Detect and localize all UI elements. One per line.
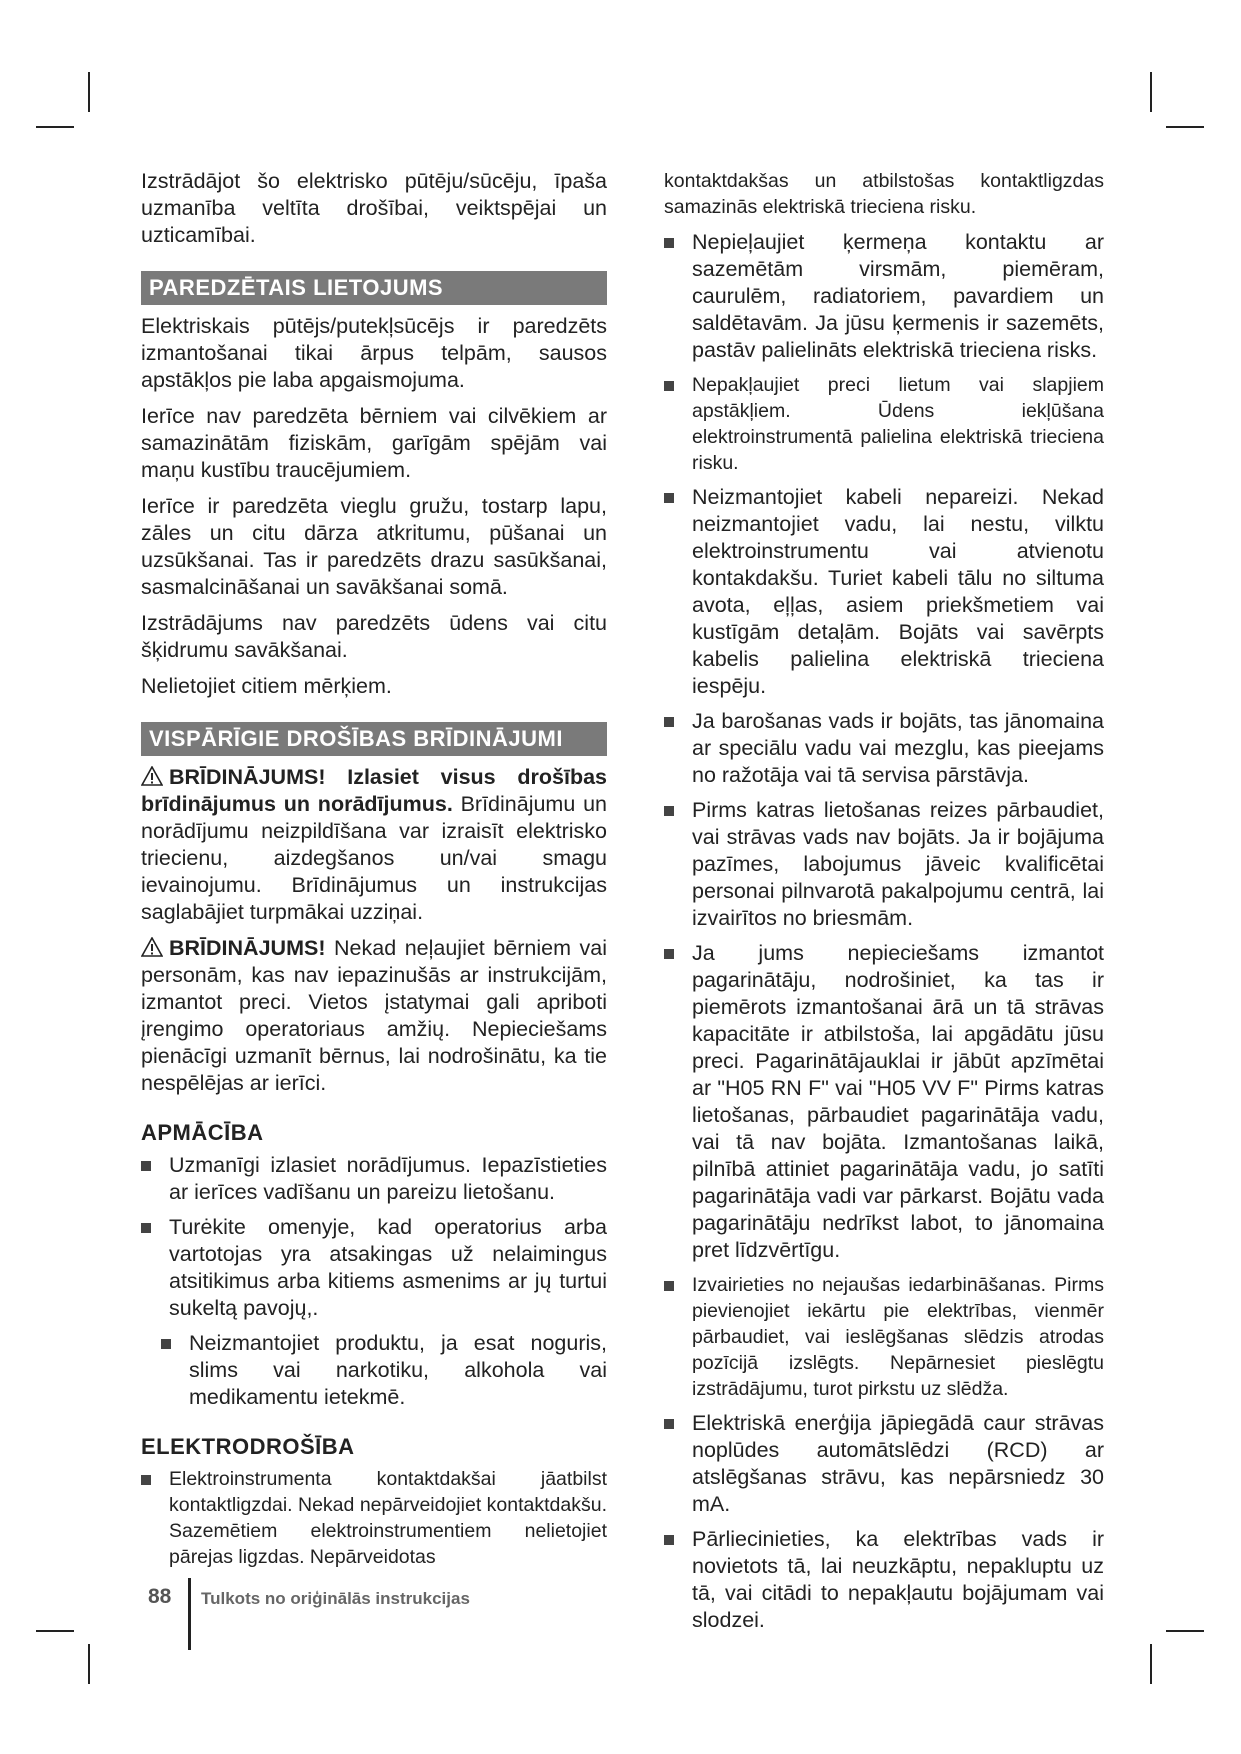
- warning-triangle-icon: [141, 766, 163, 786]
- bullet-square-icon: [664, 717, 674, 727]
- list-item: Turėkite omenyje, kad operatorius arba vartotojas yra atsakingas už nelaimingus atsitikimus arba kitiems asmenims ar jų turtui sukeltą pavojų,.: [141, 1214, 607, 1322]
- list-item: Elektroinstrumenta kontaktdakšai jāatbilst kontaktligzdai. Nekad nepārveidojiet kontaktdakšu. Sazemētiem elektroinstrumentiem nelietojiet pārejas ligzdas. Nepārveidotas: [141, 1466, 607, 1570]
- warning-paragraph: [141, 935, 607, 1097]
- continuation-paragraph: kontaktdakšas un atbilstošas kontaktligzdas samazinās elektriskā trieciena risku.: [664, 170, 1104, 218]
- bullet-square-icon: [141, 1161, 151, 1171]
- bullet-square-icon: [664, 1535, 674, 1545]
- list-item: Pārliecinieties, ka elektrības vads ir novietots tā, lai neuzkāptu, nepakluptu uz tā, vai citādi to nepakļautu bojājumam vai slodzei.: [664, 1526, 1104, 1634]
- intended-use-paragraph: Izstrādājums nav paredzēts ūdens vai citu šķidrumu savākšanai.: [141, 611, 607, 662]
- warning-paragraph: [141, 764, 607, 926]
- bullet-square-icon: [161, 1339, 171, 1349]
- list-item: Nepieļaujiet ķermeņa kontaktu ar sazemētām virsmām, piemēram, caurulēm, radiatoriem, pavardiem un saldētavām. Ja jūsu ķermenis ir sazemēts, pastāv palielināts elektriskā trieciena risks.: [664, 229, 1104, 364]
- page-number: 88: [148, 1585, 172, 1608]
- intended-use-paragraph: Ierīce nav paredzēta bērniem vai cilvēkiem ar samazinātām fiziskām, garīgām spējām vai maņu kustību traucējumiem.: [141, 404, 607, 482]
- section-heading-general-safety: VISPĀRĪGIE DROŠĪBAS BRĪDINĀJUMI: [141, 722, 607, 756]
- bullet-square-icon: [664, 1281, 674, 1291]
- list-item: Ja jums nepieciešams izmantot pagarinātāju, nodrošiniet, ka tas ir piemērots izmantošanai ārā un tā strāvas kapacitāte ir atbilstoša, lai apgādātu jūsu preci. Pagarinātājauklai ir jābūt apzīmētai ar "H05 RN F" vai "H05 VV F" Pirms katras lietošanas, pārbaudiet pagarinātāja vadu, vai tā nav bojāta. Izmantošanas laikā, pilnībā attiniet pagarinātāja vadu, jo satīti pagarinātāja vadi var pārkarst. Bojātu vada pagarinātāju nedrīkst labot, to jānomaina pret līdzvērtīgu.: [664, 940, 1104, 1264]
- list-item: Izvairieties no nejaušas iedarbināšanas. Pirms pievienojiet iekārtu pie elektrības, vienmēr pārbaudiet, vai ieslēgšanas slēdzis atrodas pozīcijā izslēgts. Nepārnesiet pieslēgtu izstrādājumu, turot pirkstu uz slēdža.: [664, 1272, 1104, 1402]
- crop-mark: [1150, 1644, 1152, 1684]
- bullet-square-icon: [664, 238, 674, 248]
- warning-bold-text: BRĪDINĀJUMS!: [169, 936, 326, 960]
- list-item: Uzmanīgi izlasiet norādījumus. Iepazīstieties ar ierīces vadīšanu un pareizu lietošanu.: [141, 1152, 607, 1206]
- list-item: Elektriskā enerģija jāpiegādā caur strāvas noplūdes automātslēdzi (RCD) ar atslēgšanas strāvu, kas nepārsniedz 30 mA.: [664, 1410, 1104, 1518]
- warning-bold-text: BRĪDINĀJUMS! Izlasiet visus drošības brīdinājumus un norādījumus.: [141, 765, 607, 816]
- warning-triangle-icon: [141, 937, 163, 957]
- crop-mark: [1150, 72, 1152, 112]
- intended-use-paragraph: Elektriskais pūtējs/putekļsūcējs ir paredzēts izmantošanai tikai ārpus telpām, sausos apstākļos pie laba apgaismojuma.: [141, 314, 607, 392]
- crop-mark: [88, 72, 90, 112]
- intro-paragraph: Izstrādājot šo elektrisko pūtēju/sūcēju, īpaša uzmanība veltīta drošībai, veiktspējai un uzticamībai.: [141, 169, 607, 247]
- crop-mark: [36, 1630, 74, 1632]
- section-heading-electrical-safety: ELEKTRODROŠĪBA: [141, 1434, 355, 1459]
- left-column: [141, 168, 607, 1578]
- bullet-square-icon: [141, 1223, 151, 1233]
- section-heading-intended-use: PAREDZĒTAIS LIETOJUMS: [141, 271, 607, 305]
- bullet-square-icon: [664, 493, 674, 503]
- crop-mark: [36, 126, 74, 128]
- right-column: [664, 168, 1104, 1642]
- footer-caption: Tulkots no oriģinālās instrukcijas: [201, 1589, 470, 1608]
- list-item: Nepakļaujiet preci lietum vai slapjiem apstākļiem. Ūdens iekļūšana elektroinstrumentā palielina elektriskā trieciena risku.: [664, 372, 1104, 476]
- crop-mark: [88, 1644, 90, 1684]
- list-item: Neizmantojiet kabeli nepareizi. Nekad neizmantojiet vadu, lai nestu, vilktu elektroinstrumentu vai atvienotu kontakdakšu. Turiet kabeli tālu no siltuma avota, eļļas, asiem priekšmetiem vai kustīgām detaļām. Bojāts vai savērpts kabelis palielina elektriskā trieciena iespēju.: [664, 484, 1104, 700]
- crop-mark: [1166, 126, 1204, 128]
- intended-use-paragraph: Ierīce ir paredzēta vieglu gružu, tostarp lapu, zāles un citu dārza atkritumu, pūšanai un uzsūkšanai. Tas ir paredzēts drazu sasūkšanai, sasmalcināšanai un savākšanai somā.: [141, 494, 607, 599]
- bullet-square-icon: [664, 381, 674, 391]
- list-item: Ja barošanas vads ir bojāts, tas jānomaina ar speciālu vadu vai mezglu, kas pieejams no ražotāja vai tā servisa pārstāvja.: [664, 708, 1104, 789]
- warning-text: Brīdinājumu un norādījumu neizpildīšana var izraisīt elektrisko triecienu, aizdegšanos un/vai smagu ievainojumu. Brīdinājumus un instrukcijas saglabājiet turpmākai uzziņai.: [141, 792, 607, 924]
- bullet-square-icon: [664, 1419, 674, 1429]
- bullet-square-icon: [664, 806, 674, 816]
- bullet-square-icon: [141, 1475, 151, 1485]
- bullet-square-icon: [664, 949, 674, 959]
- section-heading-training: APMĀCĪBA: [141, 1120, 264, 1145]
- warning-text: Nekad neļaujiet bērniem vai personām, kas nav iepazinušās ar instrukcijām, izmantot preci. Vietos įstatymai gali apriboti įrengimo operatoriaus amžių. Nepieciešams pienācīgi uzmanīt bērnus, lai nodrošinātu, ka tie nespēlējas ar ierīci.: [141, 936, 607, 1095]
- list-item: Pirms katras lietošanas reizes pārbaudiet, vai strāvas vads nav bojāts. Ja ir bojājuma pazīmes, labojumus jāveic kvalificētai personai pilnvarotā pakalpojumu centrā, lai izvairītos no briesmām.: [664, 797, 1104, 932]
- footer-divider: [188, 1578, 191, 1650]
- list-item: Neizmantojiet produktu, ja esat noguris, slims vai narkotiku, alkohola vai medikamentu ietekmē.: [141, 1330, 607, 1411]
- crop-mark: [1166, 1630, 1204, 1632]
- intended-use-paragraph: Nelietojiet citiem mērķiem.: [141, 674, 392, 698]
